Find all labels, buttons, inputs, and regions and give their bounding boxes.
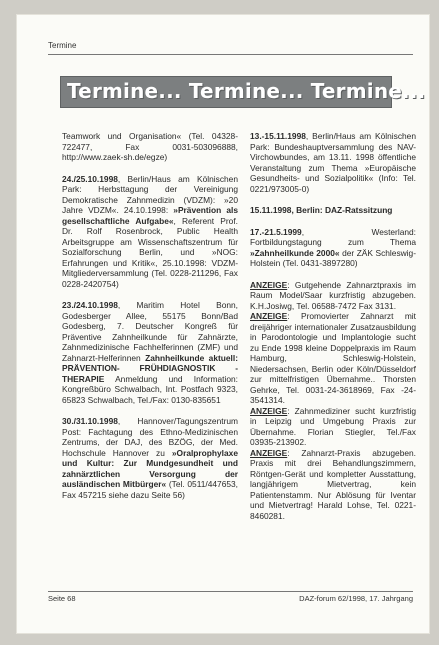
event-date: 15.11.1998, Berlin: DAZ-Ratssitzung [250,205,393,215]
ad-label: ANZEIGE [250,279,288,290]
event-title: Zahnheilkunde aktuell: PRÄVENTION- FRÜHDIAGNOSTIK - THERAPIE [62,352,238,384]
event-date: 17.-21.5.1999 [250,226,302,237]
event-title: »Oralprophylaxe und Kultur: Zur Mundgesundheit und zahnärztlichen Versorgung der ausländischen Mitbürger« [62,447,238,489]
ad-label: ANZEIGE [250,405,288,416]
classified-ad: ANZEIGE: Zahnarzt-Praxis abzugeben. Praxis mit drei Behandlungszimmern, Röntgen-Gerät und kompletter Ausstattung, langjährigem Mietvertrag, kein Patientenstamm. Nur Ablösung für Iventar und Mietvertrag! Harald Lohse, Tel. 0221-8460281. [250,447,416,521]
section-banner [60,76,426,108]
running-header: Termine [48,41,77,50]
ad-label: ANZEIGE [250,447,288,458]
event-entry: 24./25.10.1998, Berlin/Haus am Kölnischen Park: Herbsttagung der Vereinigung Demokratische Zahnmedizin (VDZM): »20 Jahre VDZM«. 24.10.1998: »Prävention als gesellschaftliche Aufgabe«, Referent Prof. Dr. Rolf Rosenbrock, Public Health Arbeitsgruppe am Wissenschaftszentrum für Sozialforschung Berlin, und »NOG: Erfahrungen und Kritik«, 25.10.1998: VDZM-Mitgliederversammlung (Tel. 0228-211296, Fax 0228-2420754) [62,173,238,289]
classified-ad: ANZEIGE: Promovierter Zahnarzt mit dreijähriger internationaler Zusatzausbildung in Parodontologie und Implantologie sucht zu Ende 1998 kleine Doppelpraxis im Raum Hamburg, Schleswig-Holstein, Niedersachsen, Berlin oder Köln/Düsseldorf zur mittelfristigen Übernahme.. Thorsten Gehrke, Tel. 0031-24-3618969, Fax -24-3541314. [250,311,416,405]
classified-ad: ANZEIGE: Zahnmediziner sucht kurzfristig in Leipzig und Umgebung Praxis zur Übernahme. Florian Stiegler, Tel./Fax 03935-213902. [250,405,416,447]
event-date: 13.-15.11.1998 [250,131,306,141]
footer-rule [48,591,413,592]
event-entry: Teamwork und Organisation« (Tel. 04328-722477, Fax 0031-503096888, http://www.zaek-sh.de/egze) [62,131,238,162]
ad-label: ANZEIGE [250,311,288,321]
event-title: »Prävention als gesellschaftliche Aufgabe« [62,205,238,226]
journal-info: DAZ-forum 62/1998, 17. Jahrgang [299,594,413,603]
left-column [62,131,238,511]
event-entry: 30./31.10.1998, Hannover/Tagungszentrum Post: Fachtagung des Ethno-Medizinischen Zentrums, der DAJ, des BZÖG, der Med. Hochschule Hannover zu »Oralprophylaxe und Kultur: Zur Mundgesundheit und zahnärztlichen Versorgung der ausländischen Mitbürger« (Tel. 0511/447653, Fax 457215 siehe dazu Seite 56) [62,416,238,500]
classified-ad: ANZEIGE: Gutgehende Zahnarztpraxis im Raum Model/Saar kurzfristig abzugeben. K.H.Josiwg, Tel. 06588-7472 Fax 3131. [250,279,416,311]
header-rule [48,54,413,55]
event-date: 23./24.10.1998 [62,300,118,310]
right-column [250,131,416,521]
event-entry: 13.-15.11.1998, Berlin/Haus am Kölnischen Park: Bundeshauptversammlung des NAV-Virchowbundes, am 13.11. 1998 öffentliche Veranstaltung zum Thema »Europäische Gesundheits- und Sozialpolitik« (Info: Tel. 0221/973005-0) [250,131,416,194]
banner-title: Termine... Termine... Termine... [67,79,426,103]
event-date: 30./31.10.1998 [62,416,118,426]
event-date: 24./25.10.1998 [62,173,118,184]
event-entry [250,205,416,216]
event-title: »Zahnheilkunde 2000« [250,247,340,258]
event-entry: 17.-21.5.1999, Westerland: Fortbildungstagung zum Thema »Zahnheilkunde 2000« der ZÄK Schleswig-Holstein (Tel. 0431-3897280) [250,226,416,268]
event-entry: 23./24.10.1998, Maritim Hotel Bonn, Godesberger Allee, 55175 Bonn/Bad Godesberg, 7. Deutscher Kongreß für Präventive Zahnheilkunde für Zahnärzte, Zahnmedizinische Fachhelferinnen (ZMF) und Zahnarzt-Helferinnen Zahnheilkunde aktuell: PRÄVENTION- FRÜHDIAGNOSTIK - THERAPIE Anmeldung und Information: Kongreßbüro Schwalbach, Int. Postfach 9323, 65823 Schwalbach, Tel./Fax: 0130-835651 [62,300,238,405]
page-number: Seite 68 [48,594,76,603]
